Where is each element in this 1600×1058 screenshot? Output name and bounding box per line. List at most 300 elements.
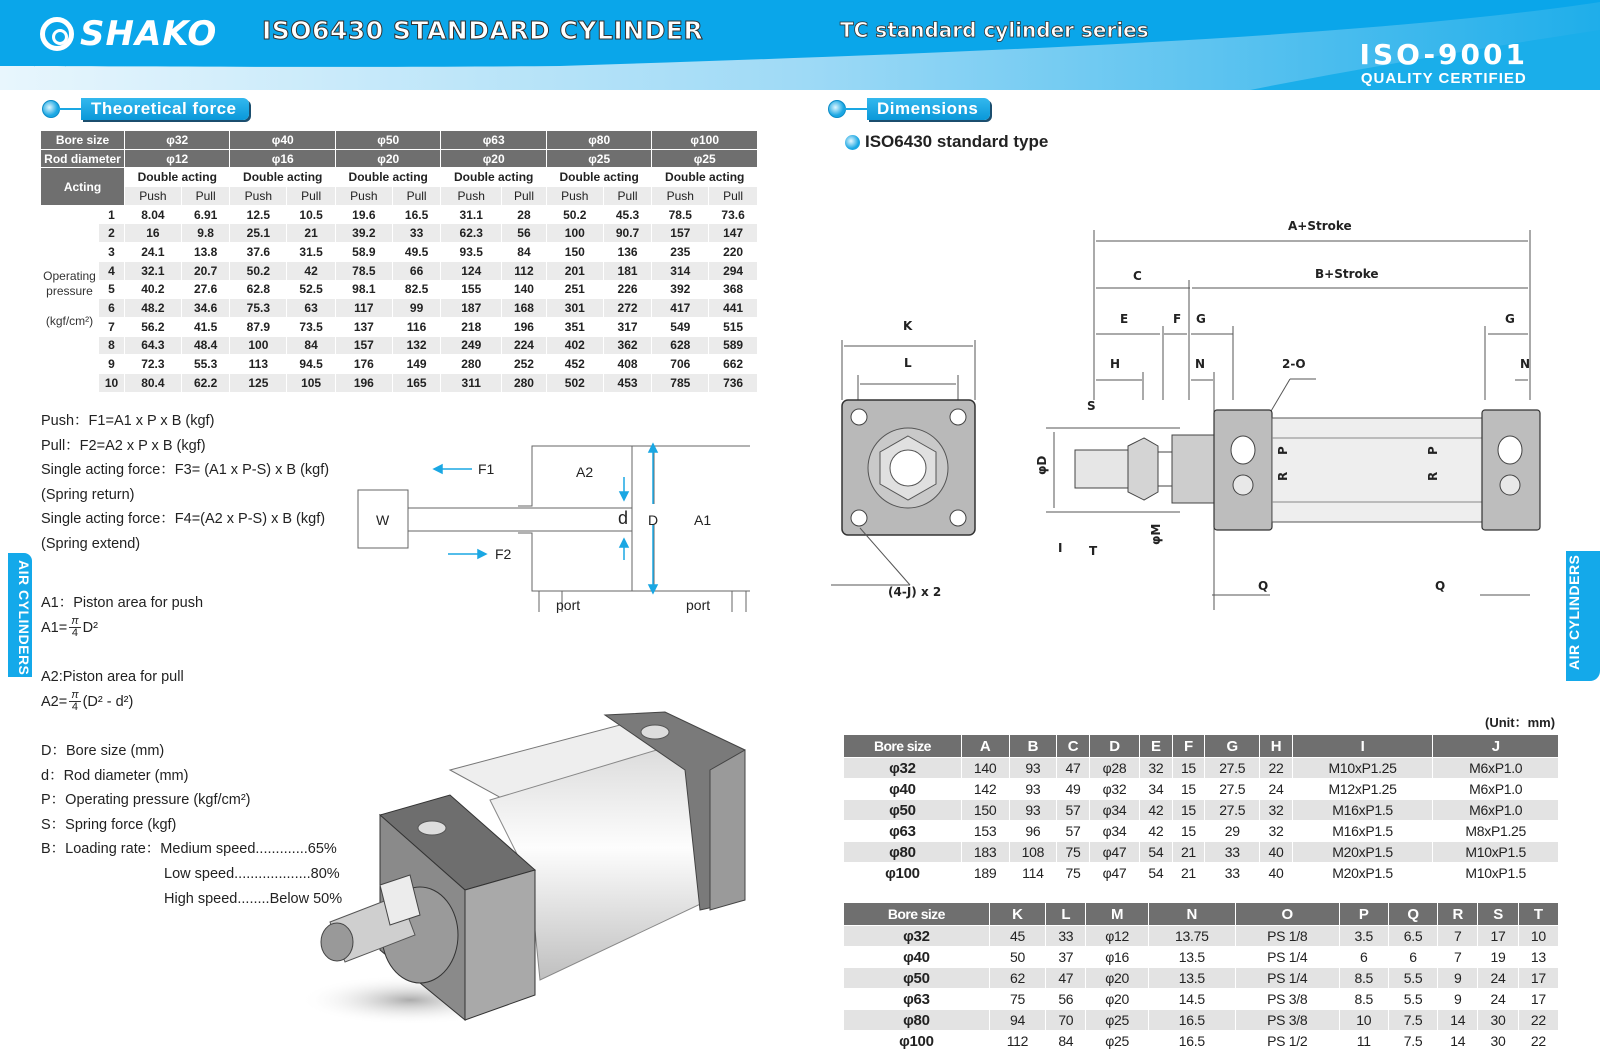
dimension-cell: φ47	[1089, 863, 1139, 884]
table-row	[41, 280, 758, 299]
dimension-cell: M10xP1.5	[1433, 842, 1559, 863]
force-value: 417	[652, 299, 709, 318]
dimension-cell: PS 1/4	[1235, 947, 1339, 968]
dimension-cell: 94	[989, 1010, 1045, 1031]
force-value: 62.8	[230, 280, 287, 299]
label-h: H	[1110, 357, 1121, 371]
force-value: 155	[441, 280, 502, 299]
force-value: 20.7	[181, 261, 230, 280]
force-value: 441	[709, 299, 758, 318]
force-value: 280	[502, 373, 547, 392]
bore-size-cell: φ40	[844, 947, 990, 968]
label-port-left: port	[556, 597, 581, 613]
area-a1-block	[41, 591, 203, 640]
column-header: G	[1205, 735, 1260, 758]
force-value: 251	[546, 280, 603, 299]
label-s: S	[1087, 399, 1096, 413]
a1-label: A1：Piston area for push	[41, 595, 204, 611]
force-value: 56	[502, 224, 547, 243]
dimension-cell: 30	[1478, 1010, 1518, 1031]
acting-cell: Double acting	[546, 168, 651, 187]
force-value: 73.6	[709, 205, 758, 224]
dimension-cell: 16.5	[1148, 1031, 1235, 1052]
formula-single-return: Single acting force：F3= (A1 x P-S) x B (kgf)	[41, 462, 330, 479]
label-a1: A1	[694, 512, 712, 528]
push-header: Push	[652, 187, 709, 206]
bore-size-cell: φ40	[844, 779, 962, 800]
dimension-cell: 40	[1260, 863, 1293, 884]
dimension-cell: 32	[1140, 758, 1173, 779]
pressure-value: 2	[99, 224, 125, 243]
force-value: 408	[603, 355, 652, 374]
bore-cell: φ50	[335, 131, 440, 150]
label-r-left: R	[1276, 471, 1290, 481]
force-value: 351	[546, 317, 603, 336]
force-value: 12.5	[230, 205, 287, 224]
table-row	[41, 299, 758, 318]
force-value: 226	[603, 280, 652, 299]
label-port-right: port	[686, 597, 711, 613]
dimension-cell: 47	[1057, 758, 1090, 779]
label-2-o: 2-O	[1282, 357, 1306, 371]
label-rod-d: d	[618, 508, 629, 528]
dimension-cell: M6xP1.0	[1433, 779, 1559, 800]
dimension-cell: 13	[1518, 947, 1558, 968]
operating-pressure-label	[41, 205, 99, 392]
force-value: 13.8	[181, 243, 230, 262]
pull-header: Pull	[709, 187, 758, 206]
bore-size-cell: φ80	[844, 1010, 990, 1031]
force-value: 196	[502, 317, 547, 336]
bore-size-cell: φ63	[844, 821, 962, 842]
dimension-cell: 140	[961, 758, 1009, 779]
force-diagram	[350, 440, 760, 630]
dimension-cell: 6.5	[1388, 926, 1437, 947]
force-value: 100	[546, 224, 603, 243]
acting-cell: Double acting	[230, 168, 335, 187]
force-value: 39.2	[335, 224, 392, 243]
force-value: 140	[502, 280, 547, 299]
dimension-cell: 10	[1339, 1010, 1388, 1031]
dimension-cell: 5.5	[1388, 968, 1437, 989]
subtitle-text: ISO6430 standard type	[865, 132, 1049, 151]
subsection-title	[845, 132, 1048, 152]
table-row	[41, 243, 758, 262]
column-header: H	[1260, 735, 1293, 758]
label-n-left: N	[1195, 357, 1206, 371]
page-header	[0, 0, 1600, 90]
push-header: Push	[230, 187, 287, 206]
rod-cell: φ20	[441, 149, 546, 168]
dimension-cell: 13.75	[1148, 926, 1235, 947]
column-header: P	[1339, 903, 1388, 926]
bore-size-cell: φ100	[844, 1031, 990, 1052]
dimension-cell: 9	[1438, 989, 1478, 1010]
force-value: 589	[709, 336, 758, 355]
pressure-value: 5	[99, 280, 125, 299]
acting-cell: Double acting	[335, 168, 440, 187]
acting-cell: Double acting	[652, 168, 758, 187]
label-l: L	[904, 356, 912, 370]
force-value: 392	[652, 280, 709, 299]
section-theoretical-force	[42, 98, 249, 120]
dimension-cell: 142	[961, 779, 1009, 800]
dimension-cell: 30	[1478, 1031, 1518, 1052]
force-value: 37.6	[230, 243, 287, 262]
dimension-cell: 56	[1046, 989, 1086, 1010]
dimension-cell: 3.5	[1339, 926, 1388, 947]
label-bore-d: D	[648, 512, 659, 528]
dimension-cell: 57	[1057, 800, 1090, 821]
dimension-cell: PS 3/8	[1235, 989, 1339, 1010]
table-row	[41, 336, 758, 355]
column-header: J	[1433, 735, 1559, 758]
force-value: 168	[502, 299, 547, 318]
force-value: 502	[546, 373, 603, 392]
dimension-cell: φ25	[1086, 1031, 1148, 1052]
force-value: 220	[709, 243, 758, 262]
dimension-cell: 14	[1438, 1031, 1478, 1052]
force-value: 8.04	[125, 205, 182, 224]
legend-s: S：Spring force (kgf)	[41, 816, 177, 833]
a2-label: A2:Piston area for pull	[41, 669, 184, 685]
divider	[845, 108, 867, 110]
table-row	[844, 989, 1559, 1010]
column-header: M	[1086, 903, 1148, 926]
page-title: ISO6430 STANDARD CYLINDER	[262, 16, 704, 45]
bullet-icon	[828, 100, 846, 118]
label-g-right: G	[1505, 312, 1515, 326]
dimension-cell: 93	[1009, 758, 1057, 779]
label-b-stroke: B+Stroke	[1315, 267, 1379, 281]
dimension-cell: 54	[1140, 863, 1173, 884]
table-row	[844, 779, 1559, 800]
force-value: 6.91	[181, 205, 230, 224]
force-value: 50.2	[546, 205, 603, 224]
table-row	[41, 261, 758, 280]
dimension-cell: 16.5	[1148, 1010, 1235, 1031]
dimension-cell: 32	[1260, 800, 1293, 821]
force-value: 40.2	[125, 280, 182, 299]
table-row	[844, 968, 1559, 989]
table-row	[844, 800, 1559, 821]
pressure-value: 8	[99, 336, 125, 355]
force-value: 72.3	[125, 355, 182, 374]
dimension-drawing	[830, 210, 1550, 610]
label-n-right: N	[1520, 357, 1531, 371]
force-value: 62.2	[181, 373, 230, 392]
formula-pull: Pull：F2=A2 x P x B (kgf)	[41, 437, 206, 454]
force-value: 785	[652, 373, 709, 392]
force-value: 452	[546, 355, 603, 374]
pull-header: Pull	[287, 187, 336, 206]
a1-formula	[41, 616, 203, 641]
area-a2-block	[41, 665, 184, 714]
force-value: 75.3	[230, 299, 287, 318]
pull-header: Pull	[603, 187, 652, 206]
formula-note-return: (Spring return)	[41, 486, 135, 503]
legend-d-bore: D：Bore size (mm)	[41, 743, 165, 759]
force-value: 362	[603, 336, 652, 355]
force-value: 105	[287, 373, 336, 392]
formula-single-extend: Single acting force：F4=(A2 x P-S) x B (kgf)	[41, 511, 326, 528]
section-dimensions	[828, 98, 990, 120]
dimension-cell: PS 1/4	[1235, 968, 1339, 989]
dimension-cell: 13.5	[1148, 968, 1235, 989]
dimension-cell: 27.5	[1205, 800, 1260, 821]
dimension-cell: 75	[1057, 863, 1090, 884]
label-f1: F1	[478, 461, 495, 477]
force-value: 98.1	[335, 280, 392, 299]
theoretical-force-table	[40, 130, 758, 393]
dimension-cell: 189	[961, 863, 1009, 884]
dimension-cell: 150	[961, 800, 1009, 821]
table-row	[41, 205, 758, 224]
force-value: 100	[230, 336, 287, 355]
force-value: 224	[502, 336, 547, 355]
four: 4	[71, 701, 78, 714]
force-value: 94.5	[287, 355, 336, 374]
dimension-cell: M6xP1.0	[1433, 758, 1559, 779]
unit-label: (Unit：mm)	[1485, 715, 1556, 730]
table-row	[844, 758, 1559, 779]
table-row	[844, 1010, 1559, 1031]
dimension-cell: 8.5	[1339, 968, 1388, 989]
side-tab-right[interactable]: AIR CYLINDERS	[1566, 551, 1600, 681]
force-value: 736	[709, 373, 758, 392]
pressure-value: 7	[99, 317, 125, 336]
dimension-cell: 24	[1478, 968, 1518, 989]
dimension-cell: 15	[1172, 800, 1205, 821]
column-header: B	[1009, 735, 1057, 758]
force-value: 157	[335, 336, 392, 355]
label-q-left: Q	[1258, 579, 1269, 593]
divider	[59, 108, 81, 110]
bullet-icon	[845, 135, 860, 150]
dimension-cell: 33	[1205, 863, 1260, 884]
column-header: N	[1148, 903, 1235, 926]
table-row	[844, 863, 1559, 884]
dimension-cell: PS 3/8	[1235, 1010, 1339, 1031]
dimension-cell: 42	[1140, 800, 1173, 821]
dimension-cell: M16xP1.5	[1292, 800, 1433, 821]
loading-label: B：Loading rate：	[41, 841, 161, 858]
bore-size-label: Bore size	[41, 131, 125, 150]
formula-block	[41, 409, 329, 557]
label-q-right: Q	[1435, 579, 1446, 593]
force-value: 55.3	[181, 355, 230, 374]
table-row	[844, 1031, 1559, 1052]
label-g-left: G	[1196, 312, 1206, 326]
force-value: 314	[652, 261, 709, 280]
label-p-right: P	[1426, 446, 1440, 455]
table-row	[844, 821, 1559, 842]
dimension-cell: PS 1/2	[1235, 1031, 1339, 1052]
dimension-cell: φ28	[1089, 758, 1139, 779]
formula-push: Push：F1=A1 x P x B (kgf)	[41, 413, 215, 429]
iso-sublabel: QUALITY CERTIFIED	[1360, 70, 1527, 87]
force-value: 112	[502, 261, 547, 280]
force-value: 52.5	[287, 280, 336, 299]
label-e: E	[1120, 312, 1129, 326]
force-value: 249	[441, 336, 502, 355]
force-value: 218	[441, 317, 502, 336]
dimension-cell: 49	[1057, 779, 1090, 800]
dimension-cell: 7	[1438, 926, 1478, 947]
label-f2: F2	[495, 546, 512, 562]
force-value: 272	[603, 299, 652, 318]
push-header: Push	[335, 187, 392, 206]
bore-cell: φ100	[652, 131, 758, 150]
dimension-cell: 57	[1057, 821, 1090, 842]
dimension-cell: M8xP1.25	[1433, 821, 1559, 842]
dimension-cell: φ34	[1089, 821, 1139, 842]
dimension-cell: 15	[1172, 758, 1205, 779]
logo-icon	[40, 17, 74, 51]
column-header: A	[961, 735, 1009, 758]
column-header: I	[1292, 735, 1433, 758]
force-value: 149	[392, 355, 441, 374]
legend-p: P：Operating pressure (kgf/cm²)	[41, 792, 251, 809]
dimension-cell: 108	[1009, 842, 1057, 863]
dimension-cell: 114	[1009, 863, 1057, 884]
force-value: 84	[287, 336, 336, 355]
column-header: K	[989, 903, 1045, 926]
dimension-cell: 17	[1518, 989, 1558, 1010]
column-header: F	[1172, 735, 1205, 758]
dimension-cell: φ16	[1086, 947, 1148, 968]
bore-size-cell: φ63	[844, 989, 990, 1010]
bore-cell: φ40	[230, 131, 335, 150]
force-value: 48.2	[125, 299, 182, 318]
label-4j-x2: (4-J) x 2	[888, 585, 942, 599]
label-phi-m: φM	[1149, 523, 1163, 545]
side-tab-left[interactable]: AIR CYLINDERS	[8, 553, 32, 677]
bore-size-cell: φ32	[844, 926, 990, 947]
dimension-cell: 33	[1205, 842, 1260, 863]
force-value: 31.5	[287, 243, 336, 262]
force-value: 116	[392, 317, 441, 336]
force-value: 25.1	[230, 224, 287, 243]
pressure-unit: (kgf/cm²)	[45, 313, 94, 328]
a2-lhs: A2=	[41, 693, 68, 710]
bore-size-cell: φ50	[844, 968, 990, 989]
push-header: Push	[546, 187, 603, 206]
a2-rhs: (D² - d²)	[82, 693, 134, 710]
table-row	[844, 842, 1559, 863]
force-value: 125	[230, 373, 287, 392]
dimension-cell: 6	[1339, 947, 1388, 968]
pressure-value: 9	[99, 355, 125, 374]
force-value: 64.3	[125, 336, 182, 355]
pressure-text: Operating pressure	[43, 268, 96, 298]
pull-header: Pull	[181, 187, 230, 206]
force-value: 34.6	[181, 299, 230, 318]
force-value: 49.5	[392, 243, 441, 262]
pi-over-4	[69, 616, 80, 639]
a1-lhs: A1=	[41, 619, 68, 636]
dimension-cell: 112	[989, 1031, 1045, 1052]
dimension-cell: 5.5	[1388, 989, 1437, 1010]
force-value: 21	[287, 224, 336, 243]
table-row	[41, 373, 758, 392]
force-value: 33	[392, 224, 441, 243]
column-header: E	[1140, 735, 1173, 758]
dimension-cell: M20xP1.5	[1292, 863, 1433, 884]
cylinder-3d-illustration	[290, 710, 760, 1030]
label-a2: A2	[576, 464, 594, 480]
legend-d-rod: d：Rod diameter (mm)	[41, 767, 189, 784]
bore-size-cell: φ100	[844, 863, 962, 884]
dimension-cell: 21	[1172, 842, 1205, 863]
force-value: 66	[392, 261, 441, 280]
column-header: L	[1046, 903, 1086, 926]
column-header: D	[1089, 735, 1139, 758]
bore-size-cell: φ80	[844, 842, 962, 863]
label-w: W	[376, 512, 390, 528]
dimension-cell: 75	[1057, 842, 1090, 863]
label-k: K	[903, 319, 913, 333]
force-value: 252	[502, 355, 547, 374]
dimension-cell: 24	[1478, 989, 1518, 1010]
four: 4	[71, 627, 78, 640]
rod-cell: φ16	[230, 149, 335, 168]
force-value: 24.1	[125, 243, 182, 262]
dimension-cell: φ20	[1086, 968, 1148, 989]
label-phi-d: φD	[1035, 455, 1049, 475]
dimension-cell: 24	[1260, 779, 1293, 800]
pi: π	[71, 615, 79, 628]
force-value: 19.6	[335, 205, 392, 224]
force-value: 32.1	[125, 261, 182, 280]
dimension-cell: 40	[1260, 842, 1293, 863]
rod-cell: φ25	[652, 149, 758, 168]
force-value: 27.6	[181, 280, 230, 299]
pull-header: Pull	[392, 187, 441, 206]
dimension-cell: M10xP1.5	[1433, 863, 1559, 884]
label-p-left: P	[1276, 446, 1290, 455]
label-c: C	[1133, 269, 1142, 283]
dimension-cell: 9	[1438, 968, 1478, 989]
column-header: Bore size	[844, 903, 990, 926]
label-r-right: R	[1426, 471, 1440, 481]
dimension-cell: 22	[1518, 1010, 1558, 1031]
section-title: Theoretical force	[81, 98, 249, 120]
dimension-cell: 84	[1046, 1031, 1086, 1052]
loading-high: High speed........Below 50%	[164, 890, 343, 907]
push-header: Push	[125, 187, 182, 206]
column-header: T	[1518, 903, 1558, 926]
force-value: 368	[709, 280, 758, 299]
force-value: 196	[335, 373, 392, 392]
force-value: 150	[546, 243, 603, 262]
dimension-cell: 11	[1339, 1031, 1388, 1052]
force-value: 549	[652, 317, 709, 336]
a1-rhs: D²	[82, 619, 98, 636]
dimension-cell: 37	[1046, 947, 1086, 968]
dimension-cell: φ47	[1089, 842, 1139, 863]
series-title: TC standard cylinder series	[840, 18, 1149, 42]
dimension-cell: 15	[1172, 821, 1205, 842]
force-value: 117	[335, 299, 392, 318]
dimension-cell: 153	[961, 821, 1009, 842]
dimension-cell: 183	[961, 842, 1009, 863]
loading-medium: Medium speed.............65%	[160, 841, 337, 858]
bore-cell: φ80	[546, 131, 651, 150]
force-value: 515	[709, 317, 758, 336]
force-value: 176	[335, 355, 392, 374]
force-value: 706	[652, 355, 709, 374]
